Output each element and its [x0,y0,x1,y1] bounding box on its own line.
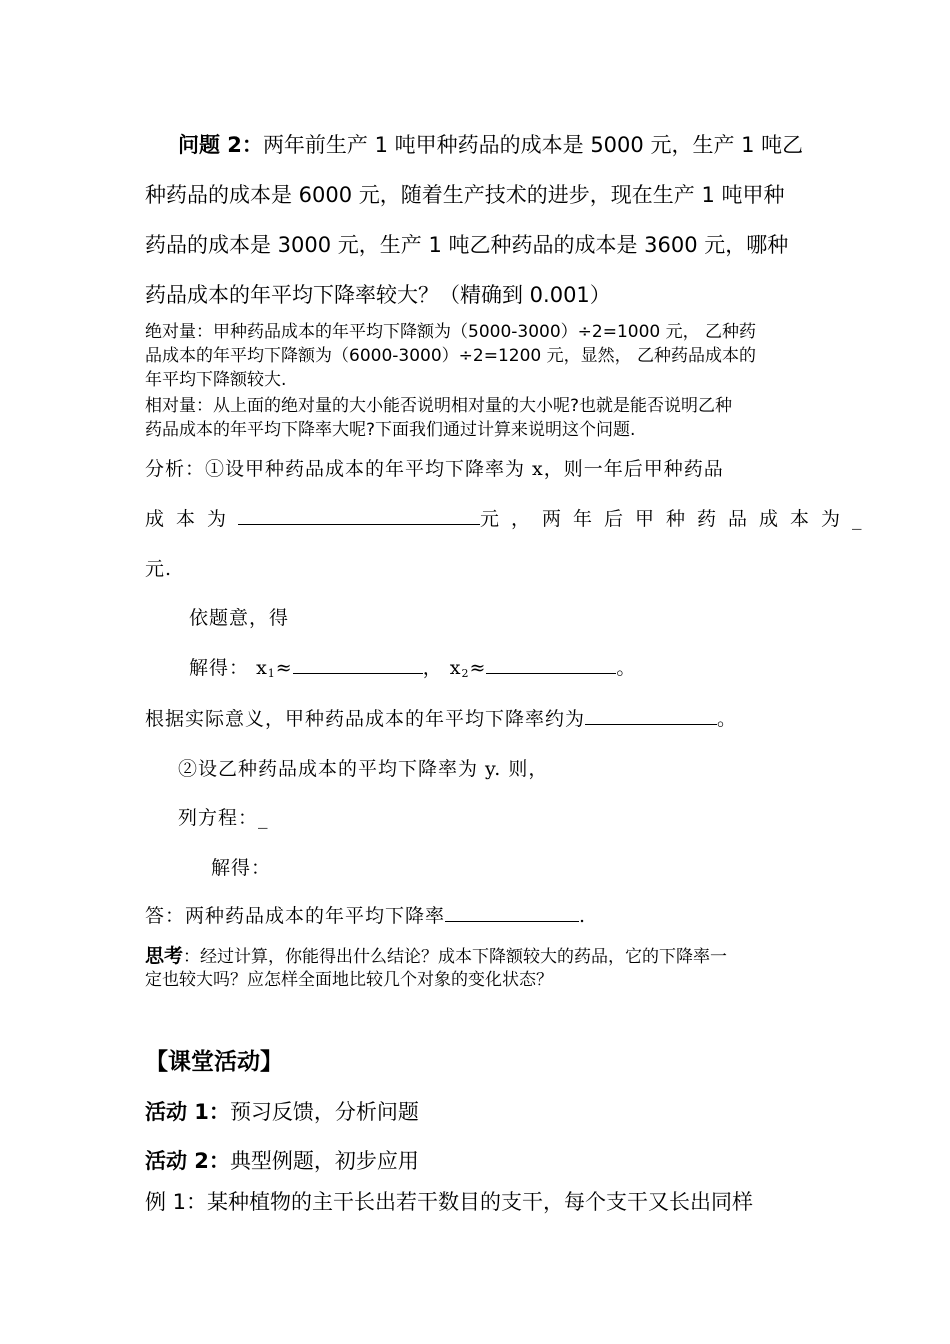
absolute-line3: 年平均下降额较大. [145,370,287,390]
problem2-line3: 药品的成本是 3000 元，生产 1 吨乙种药品的成本是 3600 元，哪种 [145,233,789,257]
activity1-label: 活动 1： [145,1100,230,1124]
x1-answer-blank[interactable] [293,653,423,674]
activity1-text: 预习反馈，分析问题 [229,1100,419,1124]
solve2-line: 解得： [211,857,272,879]
relative-line2: 药品成本的年平均下降率大呢?下面我们通过计算来说明这个问题. [145,420,636,440]
classroom-title: 【课堂活动】 [145,1049,283,1075]
answer-line [145,901,586,928]
cost-after-one-year-label: 成本为 [145,508,239,530]
relative-line1: 相对量：从上面的绝对量的大小能否说明相对量的大小呢?也就是能否说明乙种 [145,396,733,416]
think-line2: 定也较大吗？应怎样全面地比较几个对象的变化状态？ [145,970,553,990]
activity1-line [145,1096,419,1126]
example1-line: 例 1：某种植物的主干长出若干数目的支干，每个支干又长出同样 [145,1190,754,1214]
answer-end: . [579,905,587,927]
cost-after-two-years-label: 元，两年后甲种药品成本为 [480,508,853,530]
activity2-line [145,1145,419,1175]
according-line: 依题意，得 [189,607,290,629]
x2-subscript: 2 [461,667,470,680]
analysis-line1: 分析：①设甲种药品成本的年平均下降率为 x，则一年后甲种药品 [145,458,724,480]
problem2-label: 问题 2： [178,133,263,157]
activity2-text: 典型例题，初步应用 [229,1149,419,1173]
think-line1 [145,941,727,968]
absolute-line2: 品成本的年平均下降额为（6000-3000）÷2=1200 元，显然， 乙种药品成本的 [145,346,757,366]
x1-variable: x [256,657,268,679]
part2-line: ②设乙种药品成本的平均下降率为 y. 则， [178,758,549,780]
analysis-line3: 元. [145,558,173,580]
analysis-line2 [145,504,862,531]
think-text-1: ：经过计算，你能得出什么结论？成本下降额较大的药品，它的下降率一 [183,947,728,967]
equation-line [178,803,269,830]
x2-variable: x [449,657,462,679]
problem2-line4: 药品成本的年平均下降率较大？（精确到 0.001） [145,283,611,307]
equation-blank[interactable]: _ [258,807,269,829]
comma: ， [422,657,443,679]
activity2-label: 活动 2： [145,1149,230,1173]
problem2-line1 [178,129,803,159]
meaning-line [145,704,737,731]
absolute-line1: 绝对量：甲种药品成本的年平均下降额为（5000-3000）÷2=1000 元， 乙种药 [145,322,757,342]
solve-line [189,653,636,680]
equation-label: 列方程： [178,807,259,829]
period: 。 [616,657,637,679]
problem2-line2: 种药品的成本是 6000 元，随着生产技术的进步，现在生产 1 吨甲种 [145,183,785,207]
cost-one-year-blank[interactable] [238,504,480,525]
meaning-end: 。 [717,708,738,730]
meaning-text: 根据实际意义，甲种药品成本的年平均下降率约为 [145,708,586,730]
x1-subscript: 1 [267,667,276,680]
rate-answer-blank[interactable] [585,704,717,725]
approx-sign-1: ≈ [275,657,293,679]
answer-text: 答：两种药品成本的年平均下降率 [145,905,446,927]
approx-sign-2: ≈ [469,657,487,679]
cost-two-years-blank[interactable]: _ [852,508,862,530]
x2-answer-blank[interactable] [486,653,616,674]
solve-label: 解得： [189,657,250,679]
answer-blank[interactable] [445,901,579,922]
problem2-text-1: 两年前生产 1 吨甲种药品的成本是 5000 元，生产 1 吨乙 [262,133,804,157]
think-label: 思考 [145,945,184,967]
